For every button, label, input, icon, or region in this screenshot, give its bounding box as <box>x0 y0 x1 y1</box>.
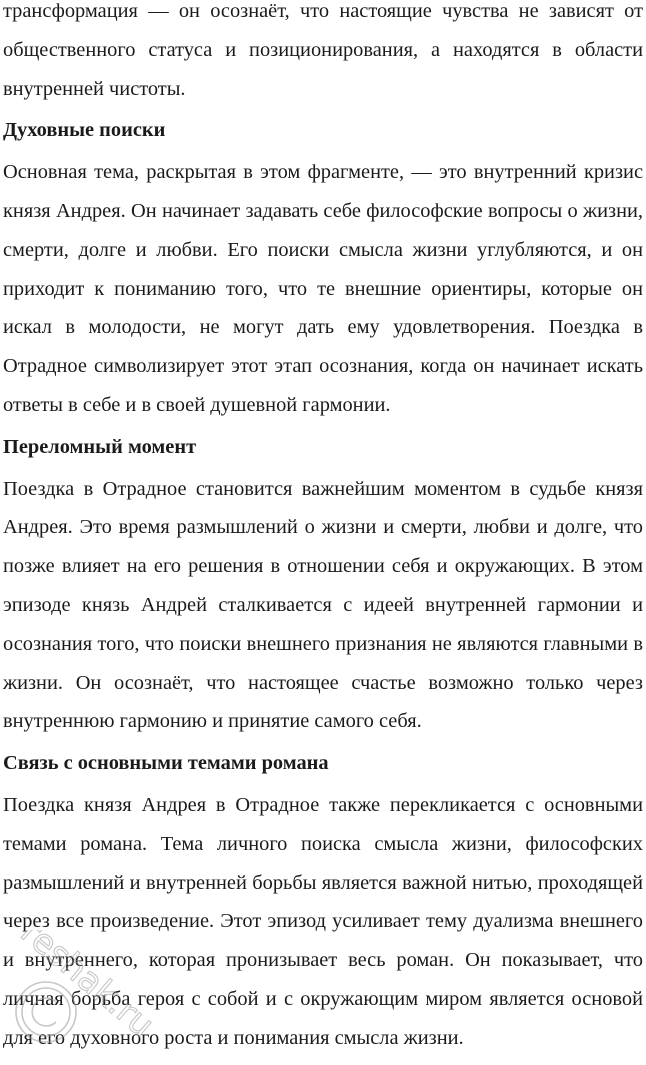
section-main-themes <box>3 741 643 1057</box>
section-heading: Переломный момент <box>3 435 197 458</box>
section-paragraph: Основная тема, раскрытая в этом фрагменте, — это внутренний кризис князя Андрея. Он начинает задавать себе философские вопросы о жизни, смерти, долге и любви. Его поиски смысла жизни углубляются, и он приходит к пониманию того, что те внешние ориентиры, которые он искал в молодости, не могут дать ему удовлетворения. Поездка в Отрадное символизирует этот этап осознания, когда он начинает искать ответы в себе и в своей душевной гармонии. <box>3 161 643 416</box>
watermark-text: reshak.ru <box>13 930 162 1046</box>
section-heading: Связь с основными темами романа <box>3 752 329 775</box>
intro-paragraph: трансформация — он осознаёт, что настоящие чувства не зависят от общественного статуса и позиционирования, а находятся в области внутренней чистоты. <box>3 0 643 100</box>
document-page <box>3 0 643 1058</box>
section-paragraph: Поездка в Отрадное становится важнейшим моментом в судьбе князя Андрея. Это время размышлений о жизни и смерти, любви и долге, что позже влияет на его решения в отношении себя и окружающих. В этом эпизоде князь Андрей сталкивается с идеей внутренней гармонии и осознания того, что поиски внешнего признания не являются главными в жизни. Он осознаёт, что настоящее счастье возможно только через внутреннюю гармонию и принятие самого себя. <box>3 477 643 733</box>
section-spiritual-search <box>3 108 643 424</box>
section-heading: Духовные поиски <box>3 119 166 142</box>
section-paragraph: Поездка князя Андрея в Отрадное также перекликается с основными темами романа. Тема личного поиска смысла жизни, философских размышлений и внутренней борьбы является важной нитью, проходящей через все произведение. Этот эпизод усиливает тему дуализма внешнего и внутреннего, которая пронизывает весь роман. Он показывает, что личная борьба героя с собой и с окружающим миром является основой для его духовного роста и понимания смысла жизни. <box>3 793 643 1049</box>
section-turning-point <box>3 425 643 741</box>
